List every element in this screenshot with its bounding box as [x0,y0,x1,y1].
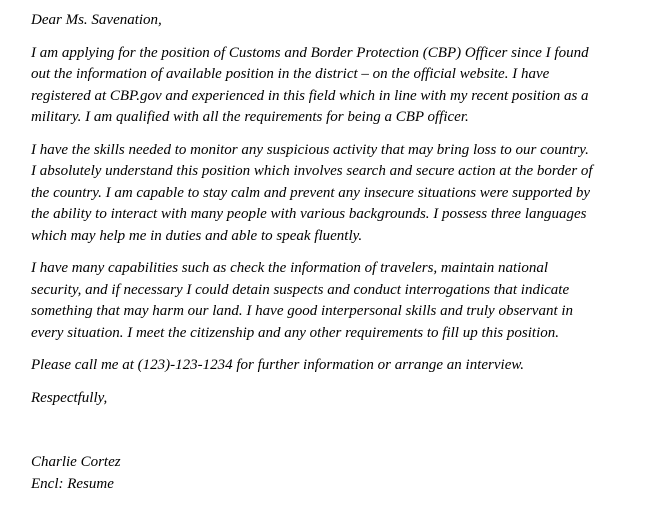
spacer [31,344,641,355]
paragraph-line: every situation. I meet the citizenship and any other requirements to fill up this position. [31,324,559,341]
paragraph-line: Please call me at (123)-123-1234 for further information or arrange an interview. [31,357,525,373]
paragraph-line: I am applying for the position of Customs and Border Protection (CBP) Officer since I found [31,44,589,61]
salutation: Dear Ms. Savenation, [31,12,162,28]
paragraph-line: something that may harm our land. I have good interpersonal skills and truly observant in [31,303,574,319]
paragraph-line: out the information of available position in the district – on the official website. I have [31,66,550,82]
paragraph-application [31,43,641,129]
enclosure-note: Encl: Resume [31,475,114,492]
paragraph-line: I have many capabilities such as check the information of travelers, maintain national [31,260,548,276]
paragraph-line: security, and if necessary I could detain suspects and conduct interrogations that indicate [31,281,570,298]
paragraph-line: I have the skills needed to monitor any suspicious activity that may bring loss to our country. [31,141,589,158]
cover-letter [31,10,641,495]
paragraph-line: the ability to interact with many people with various backgrounds. I possess three languages [31,206,587,222]
paragraph-line: military. I am qualified with all the requirements for being a CBP officer. [31,109,469,125]
paragraph-skills [31,140,641,248]
paragraph-line: registered at CBP.gov and experienced in this field which in line with my recent position as a [31,87,589,104]
spacer [31,129,641,140]
spacer [31,32,641,43]
signature-space [31,409,641,452]
signature-name: Charlie Cortez [31,454,121,470]
spacer [31,377,641,388]
paragraph-line: the country. I am capable to stay calm and prevent any insecure situations were supported by [31,184,591,201]
spacer [31,247,641,258]
closing: Respectfully, [31,389,108,406]
paragraph-line: which may help me in duties and able to speak fluently. [31,227,363,244]
paragraph-line: I absolutely understand this position which involves search and secure action at the border of [31,163,593,179]
paragraph-contact [31,355,641,377]
paragraph-capabilities [31,258,641,344]
